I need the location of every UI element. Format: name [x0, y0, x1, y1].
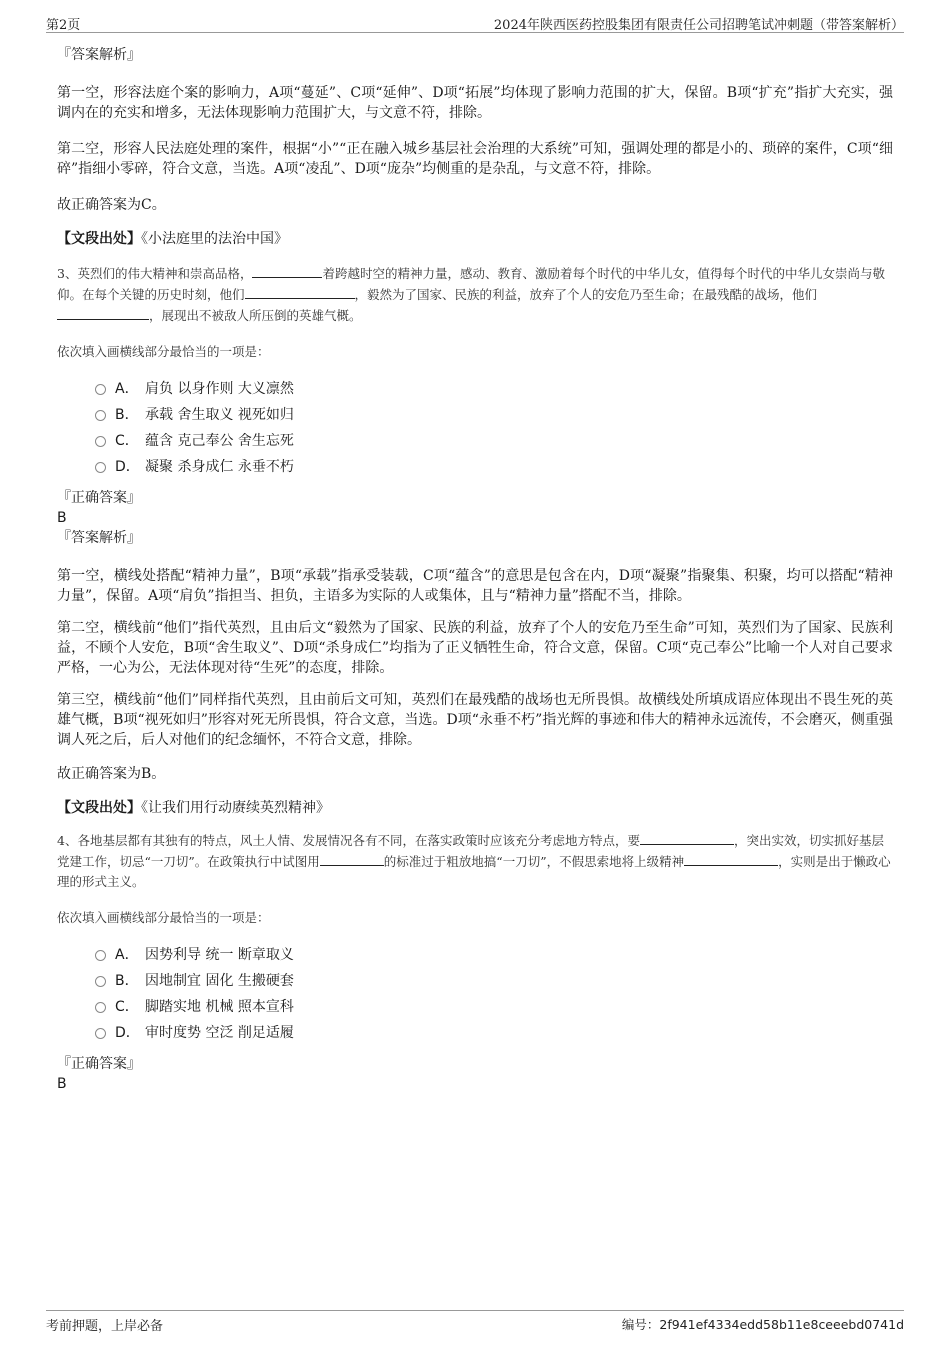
- q2-source-label: 【文段出处】: [57, 231, 141, 247]
- q4-stem-part3: 的标准过于粗放地搞“一刀切”，不假思索地将上级精神: [383, 854, 685, 869]
- radio-icon[interactable]: [95, 1002, 106, 1013]
- option-text: 因势利导 统一 断章取义: [145, 947, 294, 963]
- radio-icon[interactable]: [95, 1028, 106, 1039]
- q4-option-d[interactable]: [95, 1020, 893, 1046]
- option-text: 脚踏实地 机械 照本宣科: [145, 999, 294, 1015]
- page-number: 第2页: [46, 18, 81, 33]
- radio-icon[interactable]: [95, 384, 106, 395]
- code-label: 编号：: [621, 1317, 660, 1332]
- document-code: [622, 1315, 904, 1333]
- q4-option-b[interactable]: [95, 968, 893, 994]
- q3-options: [95, 376, 893, 480]
- option-text: 承载 舍生取义 视死如归: [145, 407, 294, 423]
- radio-icon[interactable]: [95, 976, 106, 987]
- option-letter: C．: [115, 433, 139, 449]
- q3-source: [57, 798, 893, 818]
- q4-blank-3: [684, 851, 778, 866]
- q4-stem-part4: ，实则是出于懒政心理的形式主义。: [57, 854, 891, 889]
- code-value: 2f941ef4334edd58b11e8ceeebd0741d: [659, 1317, 904, 1332]
- radio-icon[interactable]: [95, 950, 106, 961]
- radio-icon[interactable]: [95, 410, 106, 421]
- option-text: 凝聚 杀身成仁 永垂不朽: [145, 459, 294, 475]
- q4-blank-1: [640, 830, 734, 845]
- q4-blank-2: [320, 851, 384, 866]
- q4-stem-part2: ，突出实效，切实抓好基层党建工作，切忌“一刀切”。在政策执行中试图用: [57, 833, 884, 869]
- option-text: 肩负 以身作则 大义凛然: [145, 381, 294, 397]
- q3-stem-part1: 3、英烈们的伟大精神和崇高品格，: [57, 266, 253, 281]
- q2-source-title: 《小法庭里的法治中国》: [141, 231, 288, 247]
- q3-analysis-p1: 第一空，横线处搭配“精神力量”，B项“承载”指承受装载，C项“蕴含”的意思是包含在内，D项“凝聚”指聚集、积聚，均可以搭配“精神力量”，保留。A项“肩负”指担当、担负，主语多为实际的人或集体，且与“精神力量”搭配不当，排除。: [57, 568, 893, 604]
- q3-answer: B: [57, 510, 67, 526]
- q4-instruction: 依次填入画横线部分最恰当的一项是：: [57, 910, 270, 925]
- q4-options: [95, 942, 893, 1046]
- option-text: 审时度势 空泛 削足适履: [145, 1025, 294, 1041]
- page-header: [46, 12, 904, 33]
- q3-stem-part2: 着跨越时空的精神力量，感动、教育、激励着每个时代的中华儿女，值得每个时代的中华儿女崇尚与敬仰。在每个关键的历史时刻，他们: [57, 266, 885, 302]
- q4-option-a[interactable]: [95, 942, 893, 968]
- q3-source-title: 《让我们用行动赓续英烈精神》: [141, 800, 330, 816]
- q2-source: [57, 229, 893, 249]
- document-title: 2024年陕西医药控股集团有限责任公司招聘笔试冲刺题（带答案解析）: [493, 18, 904, 33]
- q3-blank-2: [245, 284, 355, 299]
- radio-icon[interactable]: [95, 462, 106, 473]
- q3-option-a[interactable]: [95, 376, 893, 402]
- q3-blank-1: [252, 263, 322, 278]
- option-text: 因地制宜 固化 生搬硬套: [145, 973, 294, 989]
- q2-analysis-tag: 『答案解析』: [57, 47, 141, 63]
- q3-option-d[interactable]: [95, 454, 893, 480]
- q4-answer: B: [57, 1076, 67, 1092]
- option-text: 蕴含 克己奉公 舍生忘死: [145, 433, 294, 449]
- option-letter: D．: [115, 1025, 140, 1041]
- q3-option-b[interactable]: [95, 402, 893, 428]
- q4-option-c[interactable]: [95, 994, 893, 1020]
- q3-blank-3: [57, 305, 149, 320]
- option-letter: C．: [115, 999, 139, 1015]
- q4-stem-part1: 4、各地基层都有其独有的特点，风土人情、发展情况各有不同，在落实政策时应该充分考虑地方特点，要: [57, 833, 640, 848]
- option-letter: D．: [115, 459, 140, 475]
- q3-stem: [57, 263, 893, 326]
- q3-answer-tag: 『正确答案』: [57, 490, 141, 506]
- option-letter: A．: [115, 381, 139, 397]
- option-letter: A．: [115, 947, 139, 963]
- q2-analysis-p2: 第二空，形容人民法庭处理的案件，根据“小”“正在融入城乡基层社会治理的大系统”可知，强调处理的都是小的、琐碎的案件，C项“细碎”指细小零碎，符合文意，当选。A项“凌乱”、D项“庞杂”均侧重的是杂乱，与文意不符，排除。: [57, 141, 893, 177]
- q3-conclusion: 故正确答案为B。: [57, 766, 166, 782]
- q3-instruction: 依次填入画横线部分最恰当的一项是：: [57, 344, 270, 359]
- page-footer: [46, 1310, 904, 1333]
- q4-stem: [57, 830, 893, 892]
- q3-source-label: 【文段出处】: [57, 800, 141, 816]
- q3-stem-part3: ，毅然为了国家、民族的利益，放弃了个人的安危乃至生命；在最残酷的战场，他们: [354, 287, 818, 302]
- q3-option-c[interactable]: [95, 428, 893, 454]
- option-letter: B．: [115, 973, 139, 989]
- option-letter: B．: [115, 407, 139, 423]
- q3-analysis-tag: 『答案解析』: [57, 530, 141, 546]
- q4-answer-tag: 『正确答案』: [57, 1056, 141, 1072]
- footer-slogan: 考前押题，上岸必备: [46, 1319, 164, 1334]
- document-body: [57, 45, 893, 1094]
- q3-analysis-p2: 第二空，横线前“他们”指代英烈，且由后文“毅然为了国家、民族的利益，放弃了个人的安危乃至生命”可知，英烈们为了国家、民族利益，不顾个人安危，B项“舍生取义”、D项“杀身成仁”均指为了正义牺牲生命，符合文意，保留。C项“克己奉公”比喻一个人对自己要求严格，一心为公，无法体现对待“生死”的态度，排除。: [57, 620, 893, 676]
- q3-analysis-p3: 第三空，横线前“他们”同样指代英烈，且由前后文可知，英烈们在最残酷的战场也无所畏惧。故横线处所填成语应体现出不畏生死的英雄气概，B项“视死如归”形容对死无所畏惧，符合文意，当选。D项“永垂不朽”指光辉的事迹和伟大的精神永远流传，不会磨灭，侧重强调人死之后，后人对他们的纪念缅怀，不符合文意，排除。: [57, 692, 893, 748]
- q2-conclusion: 故正确答案为C。: [57, 197, 166, 213]
- radio-icon[interactable]: [95, 436, 106, 447]
- q2-analysis-p1: 第一空，形容法庭个案的影响力，A项“蔓延”、C项“延伸”、D项“拓展”均体现了影响力范围的扩大，保留。B项“扩充”指扩大充实，强调内在的充实和增多，无法体现影响力范围扩大，与文意不符，排除。: [57, 85, 893, 121]
- q3-stem-part4: ，展现出不被敌人所压倒的英雄气概。: [149, 308, 362, 323]
